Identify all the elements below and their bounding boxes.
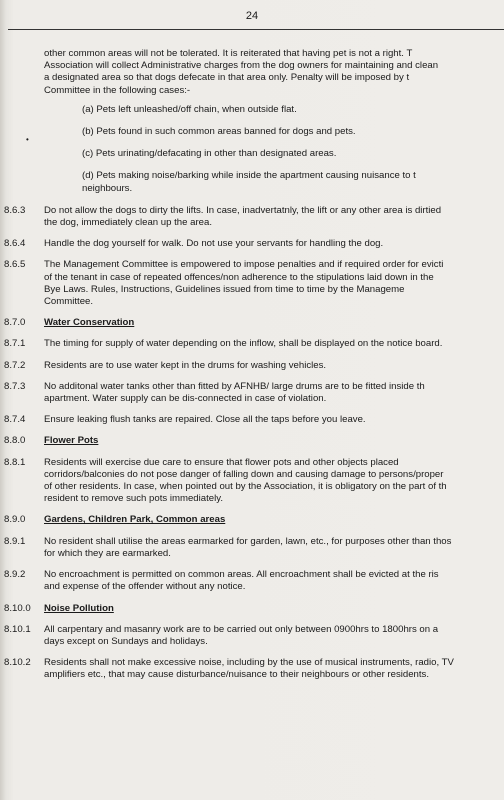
clause-text: [0, 338, 504, 350]
text-line: corridors/balconies do not pose danger of falling down and causing damage to persons/proper: [44, 468, 444, 480]
text-line: No additonal water tanks other than fitted by AFNHB/ large drums are to be fitted inside th: [44, 380, 425, 392]
text-line: The Management Committee is empowered to impose penalties and if required order for evicti: [44, 259, 444, 271]
clause-text: [0, 205, 504, 229]
header-rule: [8, 29, 504, 30]
clause-text: [0, 259, 504, 308]
penalty-case-item: [82, 170, 504, 194]
intro-paragraph: [0, 48, 504, 97]
text-line: Residents shall not make excessive noise, including by the use of musical instruments, radio, TV: [44, 657, 454, 669]
section-heading: [0, 514, 504, 526]
clause-number: 8.6.4: [4, 238, 26, 250]
clause-text: [0, 536, 504, 560]
text-line: other common areas will not be tolerated. It is reiterated that having pet is not a right. T: [44, 48, 413, 59]
text-line: (d) Pets making noise/barking while inside the apartment causing nuisance to t: [82, 170, 416, 182]
clause-item: [0, 205, 504, 229]
clause-text: [0, 624, 504, 648]
clause-number: 8.9.2: [4, 569, 26, 581]
penalty-cases-list: [0, 104, 504, 195]
text-line: Association will collect Administrative charges from the dog owners for maintaining and clean: [44, 60, 439, 72]
clause-number: 8.8.1: [4, 456, 26, 468]
clause-text: [0, 457, 504, 506]
clause-item: [0, 238, 504, 250]
text-line: the dog, immediately clean up the area.: [44, 217, 212, 229]
text-line: No encroachment is permitted on common areas. All encroachment shall be evicted at the ris: [44, 569, 439, 581]
clause-item: [0, 536, 504, 560]
clause-text: [0, 414, 504, 426]
body-text: [0, 48, 504, 691]
clause-number: 8.10.2: [4, 657, 31, 669]
text-line: of the tenant in case of repeated offences/non adherence to the stipulations laid down in the: [44, 271, 434, 283]
clause-number: 8.7.3: [4, 380, 26, 392]
text-line: Committee.: [44, 296, 94, 308]
speck-mark: •: [26, 135, 29, 144]
text-line: Do not allow the dogs to dirty the lifts. In case, inadvertatnly, the lift or any other area is dirtied: [44, 204, 442, 216]
clause-number: 8.6.5: [4, 259, 26, 271]
penalty-case-item: [82, 126, 504, 138]
text-line: neighbours.: [82, 182, 133, 194]
text-line: Residents will exercise due care to ensure that flower pots and other objects placed: [44, 456, 399, 468]
clause-number: 8.7.0: [4, 317, 26, 329]
clause-number: 8.9.1: [4, 535, 26, 547]
clause-item: [0, 624, 504, 648]
section-heading: [0, 603, 504, 615]
text-line: Noise Pollution: [44, 602, 114, 614]
clause-text: [0, 657, 504, 681]
section-heading-text: [0, 317, 504, 329]
section-heading-text: [0, 435, 504, 447]
clause-text: [0, 381, 504, 405]
clause-item: [0, 414, 504, 426]
section-heading-text: [0, 514, 504, 526]
text-line: (c) Pets urinating/defacating in other than designated areas.: [82, 148, 337, 160]
text-line: The timing for supply of water depending on the inflow, shall be displayed on the notice board.: [44, 338, 443, 350]
text-line: (a) Pets left unleashed/off chain, when outside flat.: [82, 103, 297, 115]
clause-item: [0, 360, 504, 372]
clause-number: 8.7.1: [4, 338, 26, 350]
clause-number: 8.10.0: [4, 602, 31, 614]
page-number: 24: [245, 10, 259, 22]
clause-number: 8.6.3: [4, 204, 26, 216]
text-line: Bye Laws. Rules, Instructions, Guidelines issued from time to time by the Manageme: [44, 283, 405, 295]
penalty-case-item: [82, 148, 504, 160]
clause-number: 8.8.0: [4, 435, 26, 447]
text-line: No resident shall utilise the areas earmarked for garden, lawn, etc., for purposes other than thos: [44, 535, 452, 547]
section-heading-text: [0, 603, 504, 615]
text-line: Gardens, Children Park, Common areas: [44, 514, 226, 526]
clause-text: [0, 360, 504, 372]
text-line: amplifiers etc., that may cause disturbance/nuisance to their neighbours or other residents.: [44, 669, 430, 681]
text-line: All carpentary and masanry work are to be carried out only between 0900hrs to 1800hrs on a: [44, 623, 439, 635]
text-line: resident to remove such pots immediately.: [44, 493, 223, 505]
text-line: for which they are earmarked.: [44, 547, 171, 559]
clause-item: [0, 457, 504, 506]
clause-item: [0, 657, 504, 681]
clauses-list: [0, 205, 504, 682]
clause-item: [0, 569, 504, 593]
text-line: Handle the dog yourself for walk. Do not use your servants for handling the dog.: [44, 238, 384, 250]
section-heading: [0, 435, 504, 447]
clause-item: [0, 259, 504, 308]
text-line: Ensure leaking flush tanks are repaired. Close all the taps before you leave.: [44, 414, 366, 426]
text-line: days except on Sundays and holidays.: [44, 635, 208, 647]
text-line: Water Conservation: [44, 317, 135, 329]
clause-item: [0, 381, 504, 405]
clause-text: [0, 569, 504, 593]
clause-text: [0, 238, 504, 250]
text-line: Flower Pots: [44, 435, 99, 447]
section-heading: [0, 317, 504, 329]
text-line: apartment. Water supply can be dis-connected in case of violation.: [44, 393, 327, 405]
clause-number: 8.9.0: [4, 514, 26, 526]
text-line: of other residents. In case, when pointed out by the Association, it is obligatory on the part of th: [44, 481, 447, 493]
clause-number: 8.7.2: [4, 359, 26, 371]
clause-number: 8.10.1: [4, 623, 31, 635]
penalty-case-item: [82, 104, 504, 116]
text-line: Committee in the following cases:-: [44, 84, 191, 96]
text-line: (b) Pets found in such common areas banned for dogs and pets.: [82, 126, 356, 138]
text-line: a designated area so that dogs defecate in that area only. Penalty will be imposed by t: [44, 72, 410, 84]
text-line: and expense of the offender without any notice.: [44, 581, 246, 593]
clause-item: [0, 338, 504, 350]
text-line: Residents are to use water kept in the drums for washing vehicles.: [44, 359, 327, 371]
clause-number: 8.7.4: [4, 414, 26, 426]
